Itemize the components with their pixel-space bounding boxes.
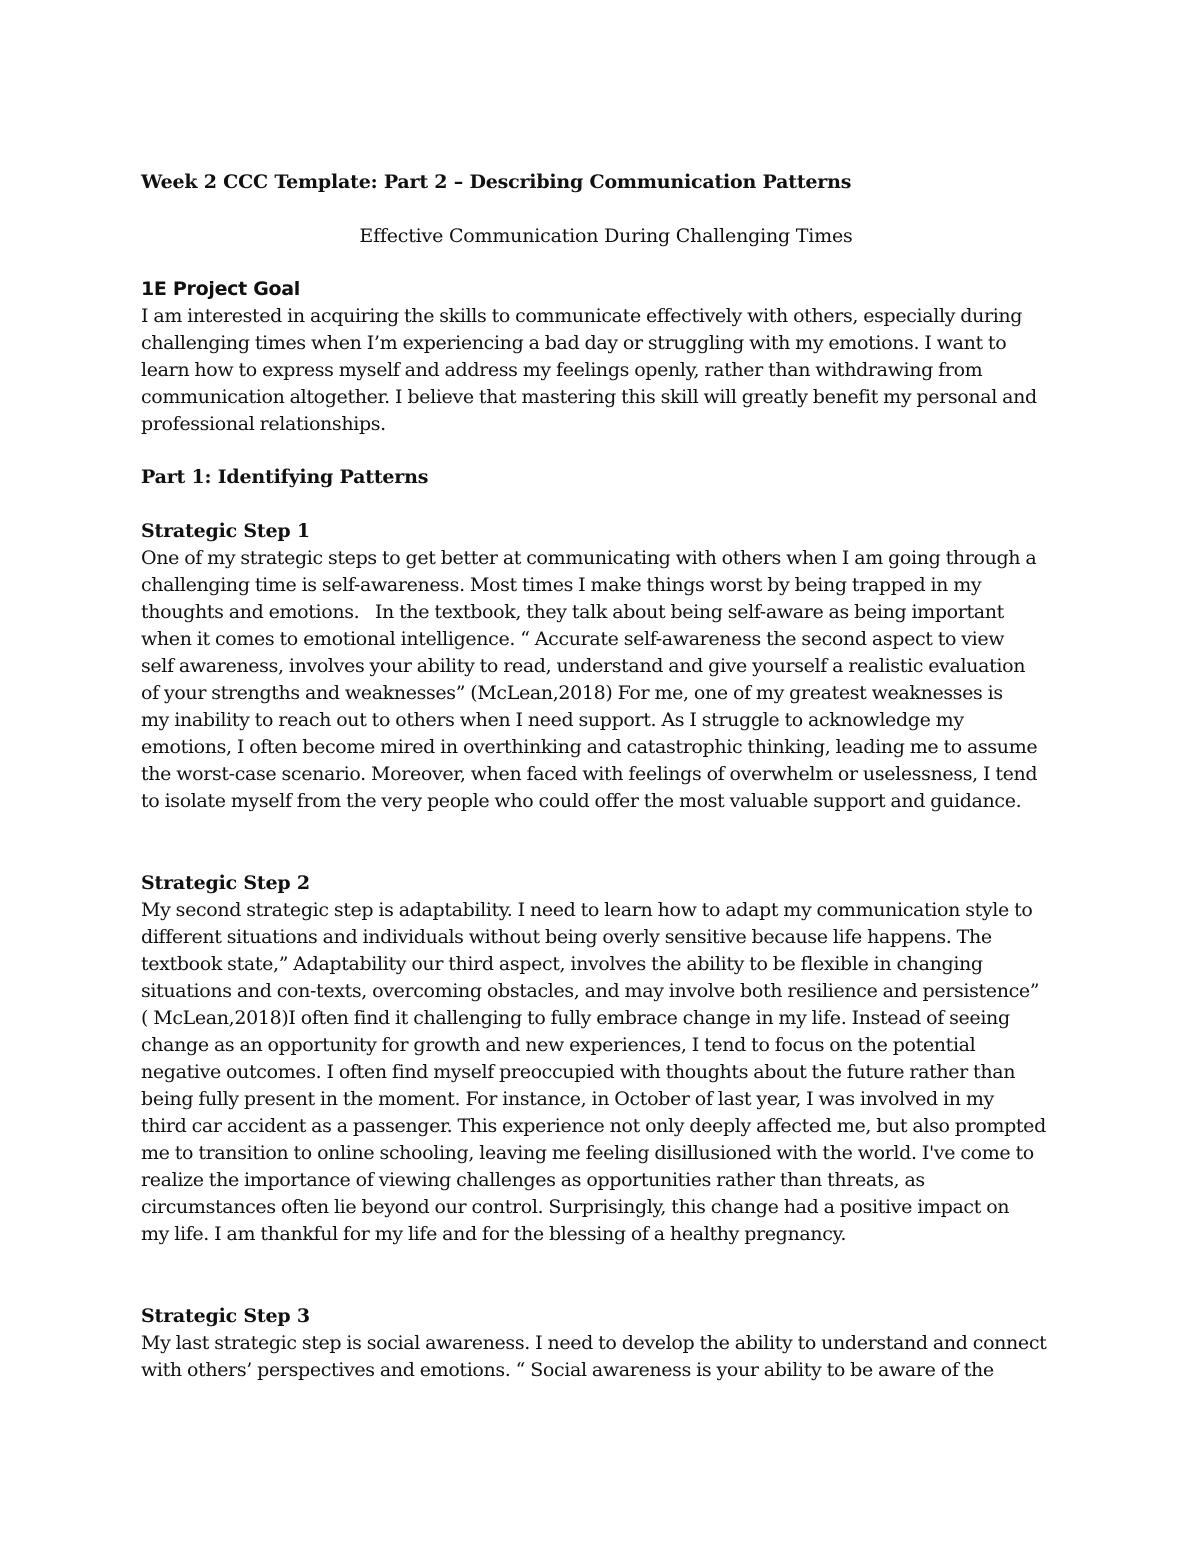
paragraph-line: different situations and individuals without being overly sensitive because life happens. The [141, 926, 992, 948]
paragraph-line: circumstances often lie beyond our control. Surprisingly, this change had a positive impact on [141, 1196, 1010, 1218]
paragraph-line: One of my strategic steps to get better at communicating with others when I am going through a [141, 547, 1037, 569]
strategic-step-2-section [141, 870, 1071, 1248]
paragraph-line: emotions, I often become mired in overthinking and catastrophic thinking, leading me to assume [141, 736, 1038, 758]
paragraph-line: My last strategic step is social awareness. I need to develop the ability to understand and connect [141, 1332, 1047, 1354]
paragraph-line: self awareness, involves your ability to read, understand and give yourself a realistic evaluation [141, 655, 1026, 677]
paragraph-line: challenging time is self-awareness. Most times I make things worst by being trapped in my [141, 574, 982, 596]
project-goal-section [141, 276, 1071, 438]
strategic-step-3-paragraph [141, 1330, 1071, 1384]
project-goal-paragraph [141, 303, 1071, 438]
strategic-step-1-heading: Strategic Step 1 [141, 520, 310, 542]
paragraph-line: being fully present in the moment. For instance, in October of last year, I was involved in my [141, 1088, 994, 1110]
paragraph-line: learn how to express myself and address my feelings openly, rather than withdrawing from [141, 359, 983, 381]
paragraph-line: professional relationships. [141, 413, 386, 435]
paragraph-line: when it comes to emotional intelligence. “ Accurate self-awareness the second aspect to view [141, 628, 1005, 650]
paragraph-line: my inability to reach out to others when I need support. As I struggle to acknowledge my [141, 709, 964, 731]
paragraph-line: challenging times when I’m experiencing a bad day or struggling with my emotions. I want to [141, 332, 1007, 354]
paragraph-line: textbook state,” Adaptability our third aspect, involves the ability to be flexible in changing [141, 953, 983, 975]
strategic-step-2-paragraph [141, 897, 1071, 1248]
paragraph-line: My second strategic step is adaptability. I need to learn how to adapt my communication style to [141, 899, 1033, 921]
paragraph-line: communication altogether. I believe that mastering this skill will greatly benefit my personal and [141, 386, 1037, 408]
paragraph-line: me to transition to online schooling, leaving me feeling disillusioned with the world. I've come to [141, 1142, 1034, 1164]
document-subtitle: Effective Communication During Challenging Times [359, 225, 853, 247]
paragraph-line: third car accident as a passenger. This experience not only deeply affected me, but also prompted [141, 1115, 1046, 1137]
strategic-step-1-paragraph [141, 545, 1071, 815]
paragraph-line: realize the importance of viewing challenges as opportunities rather than threats, as [141, 1169, 925, 1191]
strategic-step-3-heading: Strategic Step 3 [141, 1305, 310, 1327]
paragraph-line: I am interested in acquiring the skills to communicate effectively with others, especially during [141, 305, 1023, 327]
document-title: Week 2 CCC Template: Part 2 – Describing Communication Patterns [141, 171, 852, 193]
document-page [141, 168, 1071, 1384]
paragraph-line: my life. I am thankful for my life and for the blessing of a healthy pregnancy. [141, 1223, 847, 1245]
paragraph-line: thoughts and emotions. In the textbook, they talk about being self-aware as being important [141, 601, 1004, 623]
paragraph-line: to isolate myself from the very people who could offer the most valuable support and guidance. [141, 790, 1022, 812]
paragraph-line: negative outcomes. I often find myself preoccupied with thoughts about the future rather than [141, 1061, 1016, 1083]
paragraph-line: change as an opportunity for growth and new experiences, I tend to focus on the potential [141, 1034, 976, 1056]
part1-heading: Part 1: Identifying Patterns [141, 466, 429, 488]
paragraph-line: the worst-case scenario. Moreover, when faced with feelings of overwhelm or uselessness, I tend [141, 763, 1038, 785]
paragraph-line: of your strengths and weaknesses” (McLean,2018) For me, one of my greatest weaknesses is [141, 682, 1003, 704]
paragraph-line: situations and con-texts, overcoming obstacles, and may involve both resilience and persistence” [141, 980, 1040, 1002]
paragraph-line: ( McLean,2018)I often find it challenging to fully embrace change in my life. Instead of seeing [141, 1007, 1010, 1029]
paragraph-line: with others’ perspectives and emotions. “ Social awareness is your ability to be aware of the [141, 1359, 994, 1381]
strategic-step-1-section [141, 518, 1071, 815]
strategic-step-3-section [141, 1303, 1071, 1384]
project-goal-heading: 1E Project Goal [141, 278, 301, 300]
strategic-step-2-heading: Strategic Step 2 [141, 872, 310, 894]
